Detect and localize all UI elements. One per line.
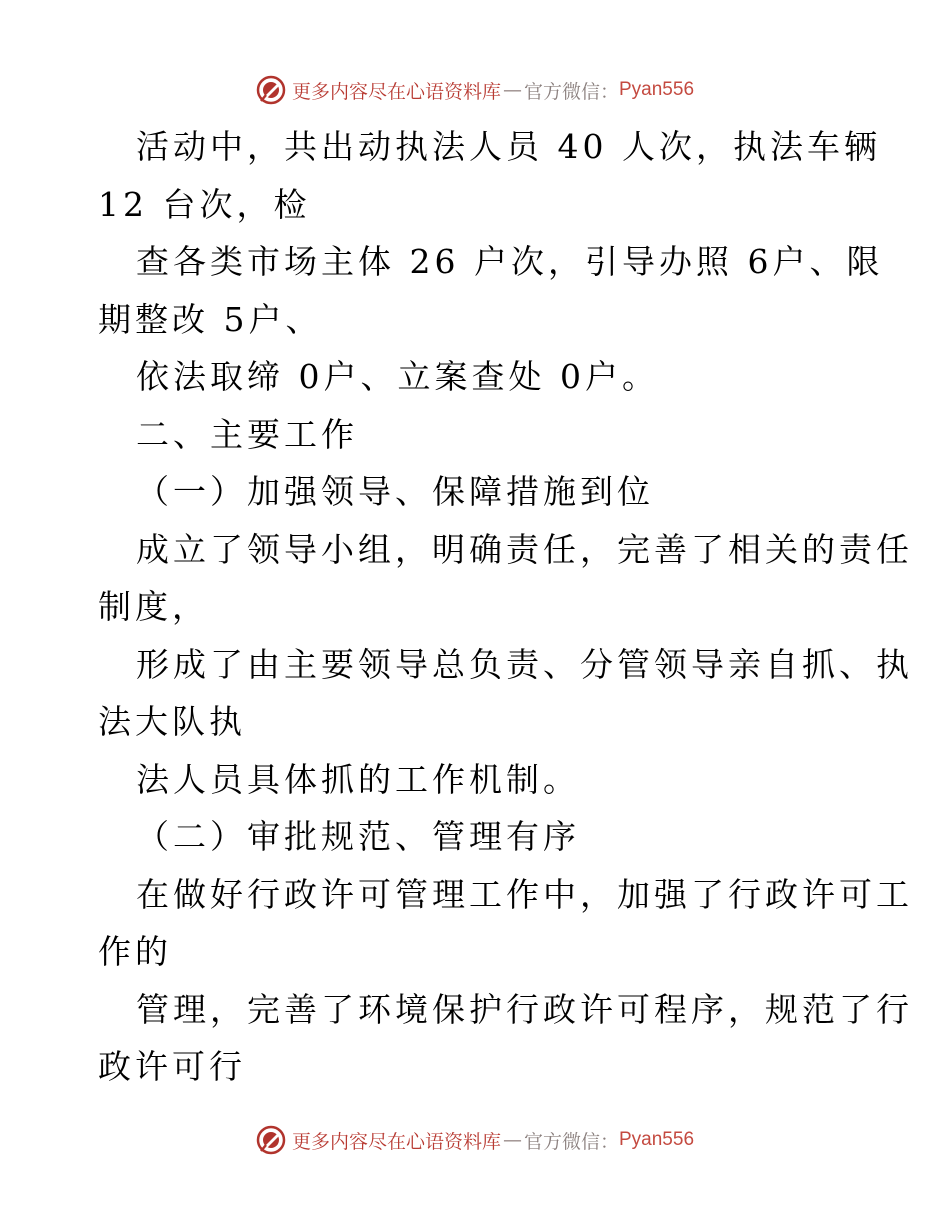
watermark-wechat-label: 官方微信： <box>523 80 619 103</box>
watermark-wechat-label: 官方微信： <box>523 1130 619 1153</box>
text-line: 12 台次，检 <box>98 184 311 224</box>
text-line: 在做好行政许可管理工作中，加强了行政许可工 <box>136 874 913 914</box>
section-heading: 二、主要工作 <box>136 414 358 454</box>
logo-icon <box>256 75 286 105</box>
watermark-wechat-id: Pyan556 <box>619 79 695 100</box>
document-body <box>98 118 913 1096</box>
logo-icon <box>256 1125 286 1155</box>
text-line: 查各类市场主体 26 户次，引导办照 6户、限 <box>136 242 884 281</box>
text-line: 法人员具体抓的工作机制。 <box>136 759 580 799</box>
header-watermark <box>0 70 950 110</box>
text-line: 制度， <box>98 587 209 626</box>
footer-watermark <box>0 1120 950 1160</box>
subsection-heading: （一）加强领导、保障措施到位 <box>136 472 654 511</box>
text-line: 政许可行 <box>98 1047 246 1086</box>
watermark-site-text: 更多内容尽在心语资料库 <box>291 80 501 103</box>
text-line: 成立了领导小组，明确责任，完善了相关的责任 <box>136 529 913 569</box>
text-line: 期整改 5户、 <box>98 299 323 339</box>
subsection-heading: （二）审批规范、管理有序 <box>136 817 580 856</box>
text-line: 形成了由主要领导总负责、分管领导亲自抓、执 <box>136 644 913 684</box>
text-line: 活动中，共出动执法人员 40 人次，执法车辆 <box>136 127 881 166</box>
watermark-separator: — <box>502 1129 522 1151</box>
watermark-site-text: 更多内容尽在心语资料库 <box>291 1130 501 1153</box>
watermark-separator: — <box>502 79 522 101</box>
text-line: 管理，完善了环境保护行政许可程序，规范了行 <box>136 989 913 1029</box>
text-line: 法大队执 <box>98 702 246 741</box>
text-line: 作的 <box>98 932 172 971</box>
text-line: 依法取缔 0户、立案查处 0户。 <box>136 357 659 396</box>
watermark-wechat-id: Pyan556 <box>619 1129 695 1150</box>
